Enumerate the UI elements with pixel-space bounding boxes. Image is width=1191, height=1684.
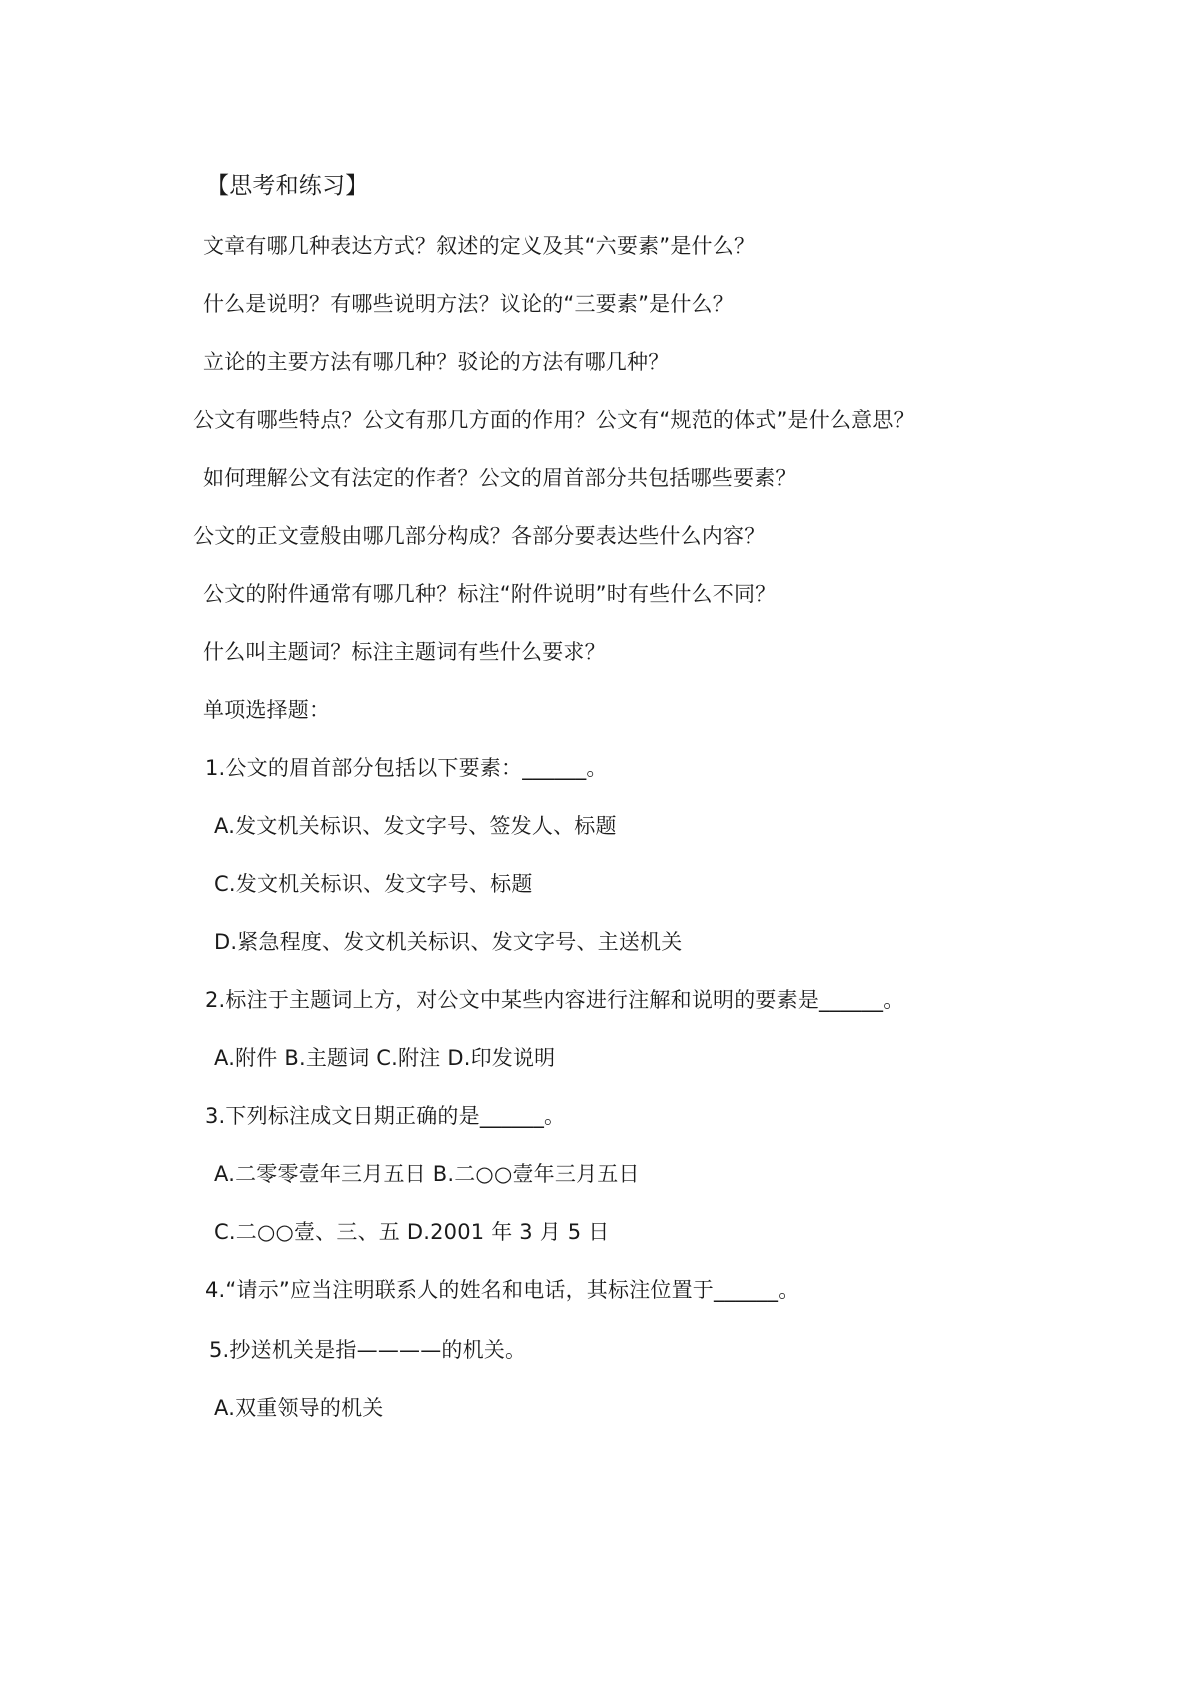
question-6: 公文的正文壹般由哪几部分构成？各部分要表达些什么内容？ <box>193 524 766 548</box>
question-1: 文章有哪几种表达方式？叙述的定义及其“六要素”是什么？ <box>203 234 756 258</box>
question-7: 公文的附件通常有哪几种？标注“附件说明”时有些什么不同？ <box>203 582 777 606</box>
question-8: 什么叫主题词？标注主题词有些什么要求？ <box>203 640 606 664</box>
section-heading: 【思考和练习】 <box>206 173 369 199</box>
choice-option: C.二○○壹、三、五 D.2001 年 3 月 5 日 <box>214 1220 610 1244</box>
question-4: 公文有哪些特点？公文有那几方面的作用？公文有“规范的体式”是什么意思？ <box>193 408 915 432</box>
choice-question-4: 4.“请示”应当注明联系人的姓名和电话，其标注位置于______。 <box>205 1278 800 1302</box>
choice-option: A.二零零壹年三月五日 B.二○○壹年三月五日 <box>214 1162 640 1186</box>
choice-question-5: 5.抄送机关是指————的机关。 <box>209 1338 527 1362</box>
choice-option: C.发文机关标识、发文字号、标题 <box>214 872 533 896</box>
choice-option: A.附件 B.主题词 C.附注 D.印发说明 <box>214 1046 556 1070</box>
question-5: 如何理解公文有法定的作者？公文的眉首部分共包括哪些要素？ <box>203 466 797 490</box>
choice-option: D.紧急程度、发文机关标识、发文字号、主送机关 <box>214 930 683 954</box>
question-3: 立论的主要方法有哪几种？驳论的方法有哪几种？ <box>203 350 670 374</box>
choice-question-1: 1.公文的眉首部分包括以下要素：______。 <box>205 756 608 780</box>
choice-question-3: 3.下列标注成文日期正确的是______。 <box>205 1104 566 1128</box>
multiple-choice-title: 单项选择题： <box>203 698 331 722</box>
choice-option: A.发文机关标识、发文字号、签发人、标题 <box>214 814 617 838</box>
choice-question-2: 2.标注于主题词上方，对公文中某些内容进行注解和说明的要素是______。 <box>205 988 905 1012</box>
question-2: 什么是说明？有哪些说明方法？议论的“三要素”是什么？ <box>203 292 734 316</box>
choice-option: A.双重领导的机关 <box>214 1396 384 1420</box>
